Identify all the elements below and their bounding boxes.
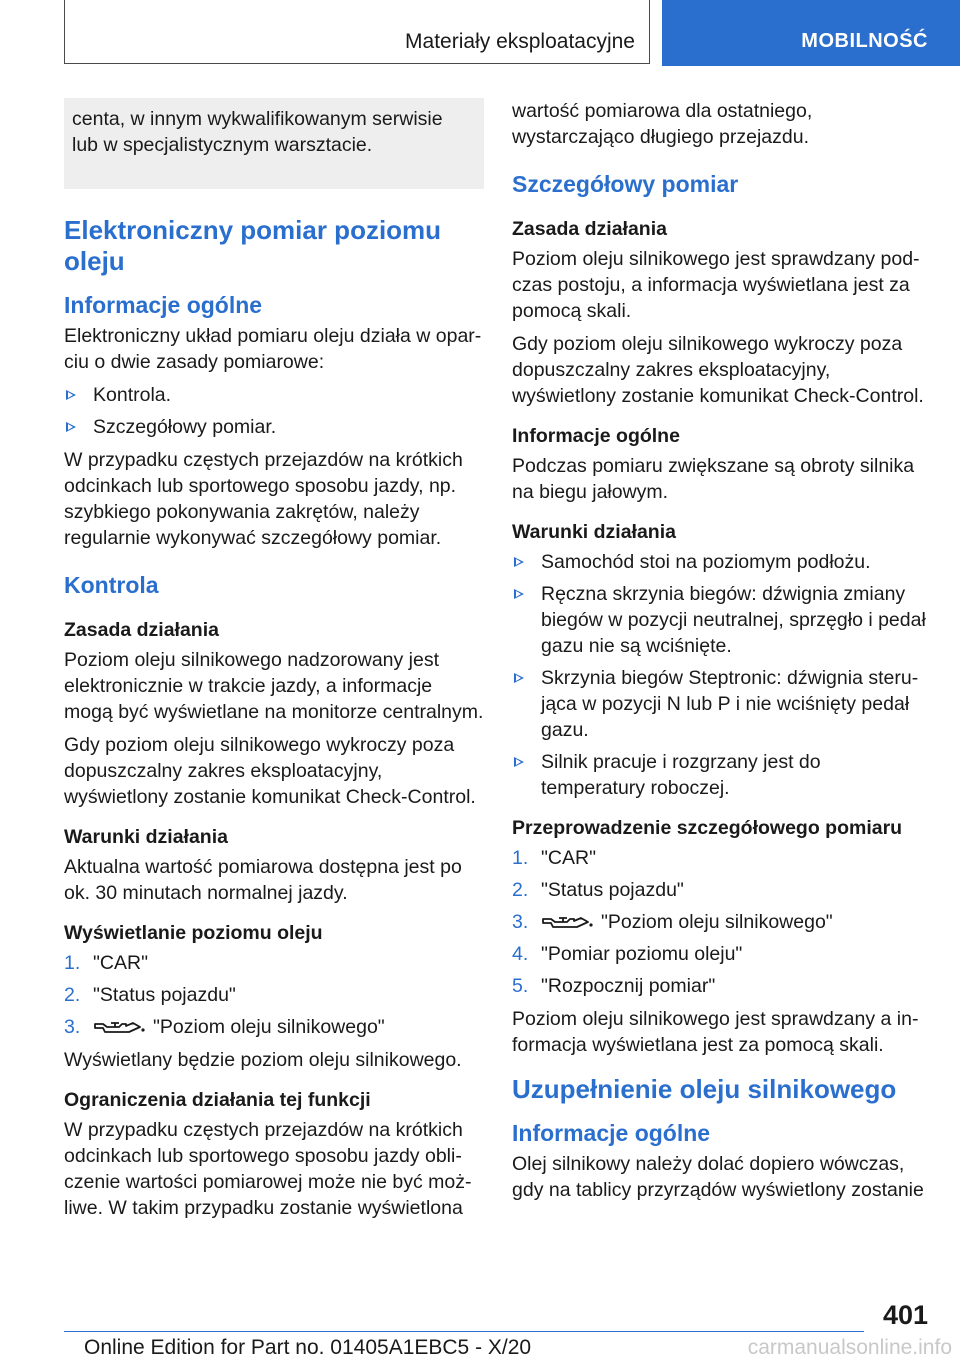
list-item: 2. "Status pojazdu" bbox=[512, 879, 684, 901]
minor-heading: Ograniczenia działania tej funkcji bbox=[64, 1089, 371, 1111]
note-text: centa, w innym wykwalifikowanym serwisie lub w specjalistycznym warsztacie. bbox=[72, 108, 443, 156]
right-column bbox=[512, 98, 930, 1210]
triangle-bullet-icon bbox=[514, 589, 524, 599]
triangle-bullet-icon bbox=[514, 757, 524, 767]
display-steps-list bbox=[64, 950, 484, 1040]
list-item: 2. "Status pojazdu" bbox=[64, 984, 236, 1006]
section-heading: Elektroniczny pomiar poziomu oleju bbox=[64, 215, 442, 276]
watermark-text: carmanualsonline.info bbox=[747, 1336, 952, 1359]
minor-heading: Warunki działania bbox=[64, 826, 228, 848]
paragraph: Podczas pomiaru zwiększane są obroty silnika na biegu jałowym. bbox=[512, 455, 915, 503]
minor-heading: Przeprowadzenie szczegółowego pomiaru bbox=[512, 817, 903, 839]
minor-heading: Zasada działania bbox=[64, 619, 219, 641]
paragraph: Elektroniczny układ pomiaru oleju działa w oparciu o dwie zasady pomiarowe: bbox=[64, 325, 482, 373]
page-footer bbox=[0, 1296, 960, 1362]
chapter-title: MOBILNOŚĆ bbox=[801, 30, 928, 52]
paragraph: Aktualna wartość pomiarowa dostępna jest po ok. 30 minutach normalnej jazdy. bbox=[64, 856, 462, 904]
conditions-list bbox=[512, 549, 930, 801]
subsection-heading: Informacje ogólne bbox=[64, 292, 263, 318]
paragraph: Poziom oleju silnikowego jest sprawdzany a informacja wyświetlana jest za pomocą skali. bbox=[512, 1008, 919, 1056]
list-item: 1. "CAR" bbox=[512, 847, 597, 869]
paragraph: wartość pomiarowa dla ostatniego, wystarczająco długiego przejazdu. bbox=[512, 100, 813, 148]
list-item: Samochód stoi na poziomym podłożu. bbox=[512, 549, 930, 575]
paragraph: Gdy poziom oleju silnikowego wykroczy poza dopuszczalny zakres eksploatacyjny, wyświetlony zostanie komunikat Check-Control. bbox=[512, 333, 924, 407]
paragraph: W przypadku częstych przejazdów na krótkich odcinkach lub sportowego sposobu jazdy, np. szybkiego pokonywania zakrętów, należy regularnie wykonywać szczegółowy pomiar. bbox=[64, 449, 463, 549]
section-heading: Uzupełnienie oleju silnikowego bbox=[512, 1074, 897, 1104]
paragraph: Wyświetlany będzie poziom oleju silnikowego. bbox=[64, 1049, 462, 1071]
list-item: 1. "CAR" bbox=[64, 952, 149, 974]
paragraph: Poziom oleju silnikowego nadzorowany jest elektronicznie w trakcie jazdy, a informacje mogą być wyświetlane na monitorze centralnym. bbox=[64, 649, 484, 723]
procedure-steps-list bbox=[512, 845, 930, 999]
subsection-heading: Kontrola bbox=[64, 572, 159, 598]
page-number: 401 bbox=[882, 1300, 928, 1330]
list-item: Skrzynia biegów Steptronic: dźwignia sterująca w pozycji N lub P i nie wciśnięty pedał gazu. bbox=[512, 665, 930, 743]
triangle-bullet-icon bbox=[66, 422, 76, 432]
list-item: 4. "Pomiar poziomu oleju" bbox=[512, 943, 743, 965]
minor-heading: Zasada działania bbox=[512, 218, 667, 240]
subsection-heading: Informacje ogólne bbox=[512, 1120, 711, 1146]
oil-can-icon bbox=[93, 1019, 147, 1035]
footer-divider bbox=[64, 1331, 864, 1332]
triangle-bullet-icon bbox=[514, 673, 524, 683]
list-item: Silnik pracuje i rozgrzany jest do temperatury roboczej. bbox=[512, 749, 930, 801]
list-item: Kontrola. bbox=[64, 382, 484, 408]
list-item: Szczegółowy pomiar. bbox=[64, 414, 484, 440]
paragraph: Poziom oleju silnikowego jest sprawdzany podczas postoju, a informacja wyświetlana jest za pomocą skali. bbox=[512, 248, 920, 322]
section-title: Materiały eksploatacyjne bbox=[405, 30, 635, 53]
subsection-heading: Szczegółowy pomiar bbox=[512, 171, 739, 197]
oil-can-icon bbox=[541, 914, 595, 930]
principles-list bbox=[64, 382, 484, 440]
edition-text: Online Edition for Part no. 01405A1EBC5 - X/20 bbox=[84, 1336, 532, 1359]
list-item: 3. "Poziom oleju silnikowego" bbox=[64, 1016, 385, 1038]
paragraph: Olej silnikowy należy dolać dopiero wówczas, gdy na tablicy przyrządów wyświetlony zostanie bbox=[512, 1153, 924, 1201]
triangle-bullet-icon bbox=[66, 390, 76, 400]
chapter-tab bbox=[662, 0, 960, 66]
triangle-bullet-icon bbox=[514, 557, 524, 567]
list-item: 5. "Rozpocznij pomiar" bbox=[512, 975, 716, 997]
minor-heading: Informacje ogólne bbox=[512, 425, 680, 447]
list-item: 3. "Poziom oleju silnikowego" bbox=[512, 911, 833, 933]
paragraph: W przypadku częstych przejazdów na krótkich odcinkach lub sportowego sposobu jazdy obliczenie wartości pomiarowej może nie być możliwe. W takim przypadku zostanie wyświetlona bbox=[64, 1119, 472, 1219]
section-tab bbox=[64, 0, 650, 64]
list-item: Ręczna skrzynia biegów: dźwignia zmiany biegów w pozycji neutralnej, sprzęgło i pedał gazu nie są wciśnięte. bbox=[512, 581, 930, 659]
left-column bbox=[64, 98, 484, 1228]
page-header bbox=[0, 0, 960, 66]
minor-heading: Warunki działania bbox=[512, 521, 676, 543]
note-box bbox=[64, 98, 484, 189]
minor-heading: Wyświetlanie poziomu oleju bbox=[64, 922, 323, 944]
paragraph: Gdy poziom oleju silnikowego wykroczy poza dopuszczalny zakres eksploatacyjny, wyświetlony zostanie komunikat Check-Control. bbox=[64, 734, 476, 808]
